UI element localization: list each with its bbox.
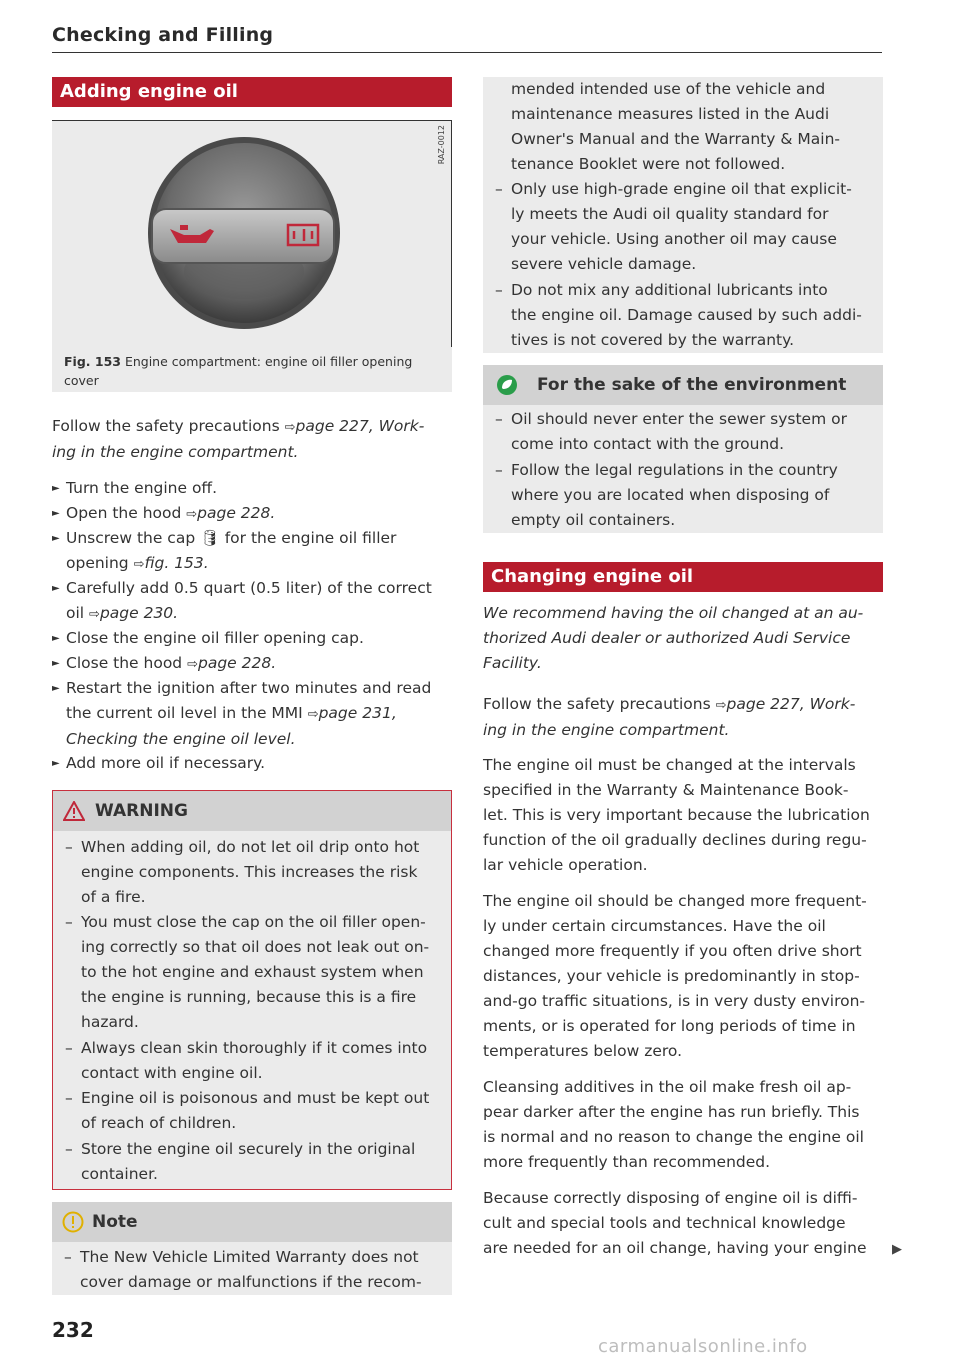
- changing-paragraph-1: The engine oil must be changed at the intervals specified in the Warranty & Maintenance Book- let. This is very important because the lubrication function of the oil gradually declines during regu- lar vehicle operation.: [483, 756, 870, 874]
- info-circle-icon: [62, 1211, 84, 1233]
- page-ref-link[interactable]: page 227, Work-: [726, 695, 856, 713]
- figure-ref-link[interactable]: fig. 153.: [144, 554, 209, 572]
- oil-filler-cap-illustration: [52, 121, 452, 348]
- changing-safety-precautions: Follow the safety precautions ⇨page 227, Work- ing in the engine compartment.: [483, 695, 856, 739]
- note-header: [52, 1202, 452, 1242]
- warning-box: [52, 790, 452, 1190]
- figure-caption: [52, 347, 452, 392]
- page-ref-link[interactable]: page 231,: [318, 704, 397, 722]
- warning-item-5: – Store the engine oil securely in the original container.: [65, 1140, 416, 1183]
- safety-precautions: Follow the safety precautions ⇨page 227, Work- ing in the engine compartment.: [52, 417, 425, 461]
- arrow-icon: ⇨: [715, 698, 727, 713]
- leaf-icon: [496, 374, 518, 396]
- caption-text: Engine compartment: engine oil filler opening: [124, 354, 413, 369]
- triangle-bullet-icon: ►: [52, 508, 60, 519]
- changing-intro: We recommend having the oil changed at an au- thorized Audi dealer or authorized Audi Service Facility.: [483, 604, 864, 672]
- triangle-bullet-icon: ►: [52, 533, 60, 544]
- note-item-1-continued: mended intended use of the vehicle and maintenance measures listed in the Audi Owner's Manual and the Warranty & Main- tenance Booklet were not followed.: [511, 80, 840, 173]
- page-ref-link[interactable]: page 230.: [99, 604, 179, 622]
- page-header: [52, 24, 882, 53]
- warning-item-4: – Engine oil is poisonous and must be kept out of reach of children.: [65, 1089, 430, 1132]
- triangle-bullet-icon: ►: [52, 683, 60, 694]
- page-ref-link[interactable]: page 228.: [197, 654, 277, 672]
- step-6: ► Close the hood ⇨page 228.: [52, 651, 452, 677]
- note-item-2: – Only use high-grade engine oil that explicit- ly meets the Audi oil quality standard for your vehicle. Using another oil may cause severe vehicle damage.: [495, 180, 852, 273]
- changing-paragraph-3: Cleansing additives in the oil make fresh oil ap- pear darker after the engine has run briefly. This is normal and no reason to change the engine oil more frequently than recommended.: [483, 1078, 864, 1171]
- warning-triangle-icon: [63, 801, 85, 821]
- environment-box: [483, 365, 883, 533]
- page-title: Checking and Filling: [52, 24, 274, 46]
- page-ref-link[interactable]: page 227, Work-: [295, 417, 425, 435]
- step-3: ► Unscrew the cap 🛢 for the engine oil filler opening ⇨fig. 153.: [52, 526, 452, 577]
- note-title: Note: [92, 1212, 138, 1232]
- page-number: 232: [52, 1318, 94, 1342]
- step-8: ► Add more oil if necessary.: [52, 751, 452, 776]
- figure-oil-cap: [52, 120, 452, 347]
- environment-item-1: – Oil should never enter the sewer system or come into contact with the ground.: [495, 410, 847, 453]
- warning-item-2: – You must close the cap on the oil filler open- ing correctly so that oil does not leak out on- to the hot engine and exhaust system when the engine is running, because this is a fire hazard.: [65, 913, 430, 1031]
- figure-id: RAZ-0012: [437, 125, 446, 165]
- warning-header: [53, 791, 451, 831]
- note-box-continued: [483, 77, 883, 353]
- note-item-3: – Do not mix any additional lubricants into the engine oil. Damage caused by such addi- tives is not covered by the warranty.: [495, 281, 862, 349]
- warning-item-1: – When adding oil, do not let oil drip onto hot engine components. This increases the risk of a fire.: [65, 838, 420, 906]
- step-7: ► Restart the ignition after two minutes and read the current oil level in the MMI ⇨page 231, Checking the engine oil level.: [52, 676, 452, 752]
- caption-text-2: cover: [64, 373, 99, 388]
- step-2: ► Open the hood ⇨page 228.: [52, 501, 452, 527]
- section-title-changing-oil: Changing engine oil: [483, 562, 883, 592]
- step-4: ► Carefully add 0.5 quart (0.5 liter) of the correct oil ⇨page 230.: [52, 576, 452, 627]
- note-item-1: – The New Vehicle Limited Warranty does not cover damage or malfunctions if the recom-: [64, 1248, 422, 1291]
- section-title-adding-oil: Adding engine oil: [52, 77, 452, 107]
- environment-title: For the sake of the environment: [537, 375, 847, 395]
- changing-paragraph-4: Because correctly disposing of engine oil is diffi- cult and special tools and technical knowledge are needed for an oil change, having your engine: [483, 1189, 867, 1257]
- watermark: carmanualsonline.info: [598, 1336, 808, 1357]
- arrow-icon: ⇨: [284, 420, 296, 435]
- triangle-bullet-icon: ►: [52, 658, 60, 669]
- page-ref-link[interactable]: page 228.: [197, 504, 276, 522]
- step-5: ► Close the engine oil filler opening cap.: [52, 626, 452, 651]
- continue-arrow-icon: ▶: [892, 1242, 902, 1257]
- triangle-bullet-icon: ►: [52, 583, 60, 594]
- step-1: ► Turn the engine off.: [52, 476, 452, 501]
- environment-header: [483, 365, 883, 405]
- caption-label: Fig. 153: [64, 354, 121, 369]
- note-box: [52, 1202, 452, 1295]
- warning-item-3: – Always clean skin thoroughly if it comes into contact with engine oil.: [65, 1039, 428, 1082]
- warning-title: WARNING: [95, 801, 188, 821]
- triangle-bullet-icon: ►: [52, 758, 60, 769]
- environment-item-2: – Follow the legal regulations in the country where you are located when disposing of empty oil containers.: [495, 461, 838, 529]
- oil-can-icon: 🛢: [200, 529, 220, 547]
- triangle-bullet-icon: ►: [52, 483, 60, 494]
- changing-paragraph-2: The engine oil should be changed more frequent- ly under certain circumstances. Have the oil changed more frequently if you often drive short distances, your vehicle is predominantly in stop- and-go traffic situations, is in very dusty environ- ments, or is operated for long periods of time in temperatures below zero.: [483, 892, 867, 1060]
- triangle-bullet-icon: ►: [52, 633, 60, 644]
